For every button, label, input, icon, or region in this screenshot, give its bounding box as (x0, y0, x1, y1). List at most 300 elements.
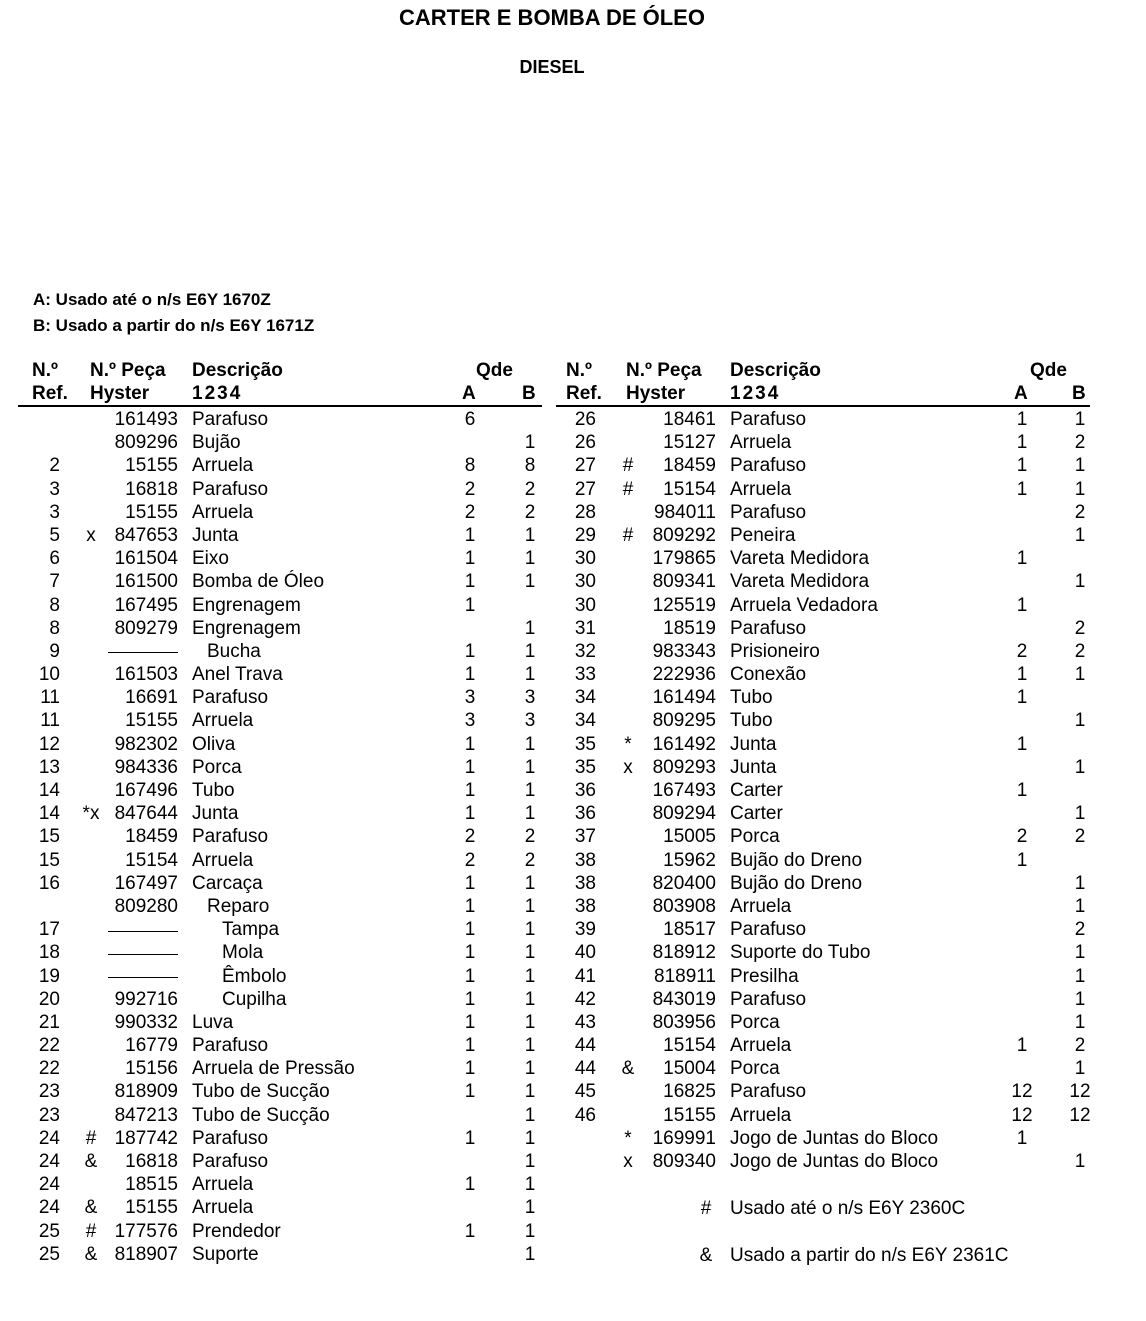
row-description: Presilha (730, 965, 799, 987)
row-part-number: 992716 (114, 988, 178, 1010)
table-row (18, 1057, 542, 1080)
row-qty-b: 1 (524, 1151, 536, 1172)
row-description: Junta (192, 803, 239, 825)
row-part-number: 990332 (114, 1011, 178, 1033)
row-ref: 44 (574, 1058, 596, 1080)
row-description: Luva (192, 1011, 234, 1033)
row-description: Carcaça (192, 872, 263, 894)
row-part-number: 809295 (652, 710, 716, 732)
row-ref: 30 (574, 594, 596, 616)
page-subtitle: DIESEL (519, 57, 585, 77)
row-qty-a: 1 (464, 1220, 476, 1242)
row-mark: * (624, 1127, 632, 1149)
footnote-text: Usado a partir do n/s E6Y 2361C (730, 1245, 1009, 1266)
row-mark: x (623, 1151, 633, 1172)
row-description: Bucha (207, 640, 261, 662)
row-description: Carter (730, 803, 783, 825)
header-rule (556, 405, 1090, 407)
row-ref: 32 (574, 640, 596, 662)
row-description: Junta (730, 756, 777, 778)
row-part-number (104, 941, 178, 964)
row-qty-a: 1 (464, 1174, 476, 1196)
table-row (18, 918, 542, 941)
table-row (556, 988, 1090, 1011)
part-placeholder-rule (108, 954, 178, 955)
row-part-number: 15127 (663, 432, 716, 454)
row-qty-b: 1 (524, 1081, 536, 1103)
row-qty-a: 1 (1016, 455, 1028, 477)
row-qty-a: 1 (464, 780, 476, 801)
table-row (556, 686, 1090, 709)
row-description: Vareta Medidora (730, 548, 870, 570)
row-description: Arruela (192, 501, 254, 523)
row-qty-a: 2 (464, 826, 476, 848)
table-row (556, 825, 1090, 848)
table-row (556, 547, 1090, 570)
row-qty-b: 1 (1074, 965, 1086, 987)
row-ref: 36 (574, 803, 596, 825)
row-qty-a: 1 (464, 942, 476, 964)
row-qty-a: 1 (1016, 1035, 1028, 1057)
row-mark: & (84, 1151, 98, 1172)
table-rows (556, 408, 1090, 1173)
row-description: Parafuso (192, 1151, 269, 1172)
row-description: Parafuso (192, 1035, 269, 1057)
row-qty-b: 1 (1074, 664, 1086, 686)
row-ref: 14 (38, 780, 60, 801)
row-part-number: 818909 (114, 1081, 178, 1103)
table-row (18, 1243, 542, 1266)
row-part-number: 167495 (114, 594, 178, 616)
row-ref: 17 (38, 919, 60, 941)
row-part-number: 167496 (114, 780, 178, 801)
row-part-number: 847213 (114, 1104, 178, 1126)
row-qty-a: 1 (464, 1011, 476, 1033)
parts-table-left (18, 360, 542, 1266)
table-row (18, 570, 542, 593)
table-row (18, 431, 542, 454)
row-part-number: 15154 (663, 1035, 716, 1057)
row-description: Cupilha (222, 988, 287, 1010)
row-qty-b: 1 (524, 640, 536, 662)
row-qty-a: 1 (464, 571, 476, 593)
row-mark: # (85, 1127, 97, 1149)
table-row (556, 524, 1090, 547)
header-part-line1: N.º Peça (90, 360, 166, 381)
row-qty-b: 1 (1074, 872, 1086, 894)
row-ref: 14 (38, 803, 60, 825)
row-description: Jogo de Juntas do Bloco (730, 1127, 939, 1149)
row-qty-b: 2 (524, 501, 536, 523)
row-qty-b: 2 (524, 826, 536, 848)
table-header (18, 360, 542, 408)
row-part-number: 809279 (114, 617, 178, 639)
footnote-symbol: # (700, 1198, 712, 1219)
row-qty-b: 12 (1069, 1104, 1091, 1126)
row-mark: & (621, 1058, 635, 1080)
row-description: Junta (730, 733, 777, 755)
table-rows (18, 408, 542, 1266)
row-mark: * (624, 733, 632, 755)
row-part-number: 15155 (125, 455, 178, 477)
row-description: Arruela (192, 1174, 254, 1196)
row-ref: 41 (574, 965, 596, 987)
table-row (556, 802, 1090, 825)
row-ref: 8 (49, 617, 60, 639)
row-mark: # (622, 524, 634, 546)
row-description: Tubo (730, 710, 773, 732)
row-ref: 42 (574, 988, 596, 1010)
table-row (18, 709, 542, 732)
table-row (18, 1220, 542, 1243)
row-description: Bomba de Óleo (192, 571, 325, 593)
row-ref: 16 (38, 872, 60, 894)
row-ref: 12 (38, 733, 60, 755)
table-row (556, 1011, 1090, 1034)
header-part-line1: N.º Peça (626, 360, 702, 381)
row-qty-a: 2 (1016, 640, 1028, 662)
row-part-number: 15005 (663, 826, 716, 848)
table-row (556, 1150, 1090, 1173)
row-qty-a: 8 (464, 455, 476, 477)
row-ref: 46 (574, 1104, 596, 1126)
table-row (18, 733, 542, 756)
row-ref: 35 (574, 756, 596, 778)
row-description: Arruela de Pressão (192, 1058, 355, 1080)
header-qty-a: A (462, 383, 476, 404)
row-qty-b: 1 (524, 548, 536, 570)
row-description: Bujão do Dreno (730, 872, 863, 894)
row-qty-b: 1 (524, 756, 536, 778)
row-qty-a: 2 (464, 849, 476, 871)
row-qty-a: 1 (464, 524, 476, 546)
row-qty-a: 1 (464, 1081, 476, 1103)
table-row (18, 1080, 542, 1103)
row-qty-a: 1 (1016, 849, 1028, 871)
row-qty-b: 1 (524, 1220, 536, 1242)
row-part-number: 18517 (663, 919, 716, 941)
row-qty-b: 1 (1074, 1058, 1086, 1080)
table-row (18, 640, 542, 663)
row-qty-b: 1 (1074, 524, 1086, 546)
header-desc-line1: Descrição (730, 360, 821, 381)
table-row (18, 1034, 542, 1057)
row-description: Parafuso (730, 919, 807, 941)
page-title: CARTER E BOMBA DE ÓLEO (399, 5, 705, 30)
row-qty-b: 1 (1074, 478, 1086, 500)
row-qty-b: 1 (1074, 756, 1086, 778)
row-ref: 23 (38, 1081, 60, 1103)
table-row (556, 570, 1090, 593)
row-qty-b: 2 (524, 478, 536, 500)
row-qty-a: 1 (464, 548, 476, 570)
row-ref: 38 (574, 895, 596, 917)
row-description: Arruela (192, 455, 254, 477)
row-description: Oliva (192, 733, 236, 755)
header-ref-line1: N.º (566, 360, 592, 381)
row-qty-b: 2 (1074, 501, 1086, 523)
row-qty-b: 1 (524, 988, 536, 1010)
row-part-number: 843019 (652, 988, 716, 1010)
row-description: Reparo (207, 895, 270, 917)
row-qty-b: 1 (1074, 1151, 1086, 1172)
row-part-number: 818907 (114, 1243, 178, 1265)
row-part-number: 161492 (652, 733, 716, 755)
row-description: Porca (192, 756, 242, 778)
row-qty-b: 1 (524, 733, 536, 755)
table-row (18, 454, 542, 477)
table-row (18, 779, 542, 802)
table-row (18, 872, 542, 895)
row-qty-a: 2 (464, 478, 476, 500)
row-description: Tampa (222, 919, 280, 941)
table-row (18, 617, 542, 640)
header-desc-line2: 1234 (730, 383, 781, 404)
row-part-number: 15155 (125, 710, 178, 732)
table-row (556, 941, 1090, 964)
row-ref: 25 (38, 1220, 60, 1242)
row-description: Tubo de Sucção (192, 1104, 330, 1126)
table-row (18, 988, 542, 1011)
row-description: Arruela (192, 849, 254, 871)
row-ref: 27 (574, 478, 596, 500)
row-description: Carter (730, 780, 783, 801)
table-row (556, 1104, 1090, 1127)
row-part-number: 15004 (663, 1058, 716, 1080)
row-description: Porca (730, 1011, 780, 1033)
row-qty-a: 1 (1016, 478, 1028, 500)
table-row (556, 849, 1090, 872)
row-part-number: 179865 (652, 548, 716, 570)
row-description: Suporte (192, 1243, 259, 1265)
header-rule (18, 405, 542, 407)
row-qty-a: 1 (464, 965, 476, 987)
row-description: Parafuso (730, 409, 807, 430)
table-row (18, 547, 542, 570)
row-ref: 28 (574, 501, 596, 523)
table-row (556, 895, 1090, 918)
header-ref-line1: N.º (32, 360, 58, 381)
row-description: Parafuso (192, 1127, 269, 1149)
row-part-number: 15154 (663, 478, 716, 500)
table-row (556, 1057, 1090, 1080)
row-description: Junta (192, 524, 239, 546)
row-part-number: 161504 (114, 548, 178, 570)
row-qty-a: 1 (1016, 780, 1028, 801)
row-ref: 38 (574, 872, 596, 894)
row-part-number: 167497 (114, 872, 178, 894)
row-qty-a: 6 (464, 409, 476, 430)
row-description: Arruela (730, 1035, 792, 1057)
row-description: Anel Trava (192, 664, 283, 686)
row-qty-a: 1 (464, 919, 476, 941)
row-ref: 9 (49, 640, 60, 662)
row-qty-b: 1 (1074, 710, 1086, 732)
table-row (18, 849, 542, 872)
row-ref: 29 (574, 524, 596, 546)
row-part-number: 18459 (663, 455, 716, 477)
row-ref: 6 (49, 548, 60, 570)
header-ref-line2: Ref. (32, 383, 68, 404)
row-part-number: 803956 (652, 1011, 716, 1033)
table-row (18, 686, 542, 709)
row-part-number: 818912 (652, 942, 716, 964)
row-ref: 2 (49, 455, 60, 477)
footnote-text: Usado até o n/s E6Y 2360C (730, 1198, 966, 1219)
row-qty-a: 1 (464, 664, 476, 686)
header-part-line2: Hyster (90, 383, 150, 404)
row-qty-b: 1 (524, 1174, 536, 1196)
row-description: Parafuso (192, 687, 269, 709)
row-qty-a: 3 (464, 687, 476, 709)
row-mark: # (85, 1220, 97, 1242)
row-ref: 24 (38, 1151, 60, 1172)
row-qty-b: 1 (524, 1197, 536, 1219)
table-row (556, 478, 1090, 501)
row-part-number: 16818 (125, 1151, 178, 1172)
row-qty-b: 1 (524, 1035, 536, 1057)
row-qty-b: 2 (1074, 1035, 1086, 1057)
row-ref: 35 (574, 733, 596, 755)
row-part-number: 15155 (125, 501, 178, 523)
row-part-number: 16825 (663, 1081, 716, 1103)
row-part-number: 18515 (125, 1174, 178, 1196)
row-qty-b: 1 (524, 919, 536, 941)
table-row (556, 1034, 1090, 1057)
row-qty-b: 1 (524, 432, 536, 454)
row-qty-b: 1 (1074, 455, 1086, 477)
row-qty-b: 1 (524, 780, 536, 801)
row-qty-a: 3 (464, 710, 476, 732)
row-ref: 7 (49, 571, 60, 593)
row-part-number: 15155 (663, 1104, 716, 1126)
table-row (556, 1080, 1090, 1103)
row-part-number: 809292 (652, 524, 716, 546)
row-description: Parafuso (730, 617, 807, 639)
table-row (18, 408, 542, 431)
row-description: Parafuso (192, 478, 269, 500)
row-qty-b: 1 (524, 524, 536, 546)
row-mark: *x (82, 803, 100, 825)
row-qty-b: 1 (524, 803, 536, 825)
table-row (18, 1196, 542, 1219)
row-qty-a: 1 (464, 895, 476, 917)
row-qty-b: 1 (524, 872, 536, 894)
row-part-number: 16818 (125, 478, 178, 500)
row-description: Jogo de Juntas do Bloco (730, 1151, 939, 1172)
row-description: Arruela (730, 895, 792, 917)
table-row (18, 895, 542, 918)
row-part-number: 16691 (125, 687, 178, 709)
row-description: Arruela (730, 432, 792, 454)
row-qty-b: 1 (524, 1104, 536, 1126)
table-row (556, 918, 1090, 941)
part-placeholder-rule (108, 931, 178, 932)
row-description: Parafuso (192, 409, 269, 430)
table-row (18, 1104, 542, 1127)
table-row (556, 617, 1090, 640)
row-ref: 39 (574, 919, 596, 941)
row-qty-a: 1 (464, 756, 476, 778)
row-qty-b: 1 (524, 965, 536, 987)
table-row (18, 663, 542, 686)
table-row (556, 640, 1090, 663)
row-ref: 45 (574, 1081, 596, 1103)
table-row (18, 965, 542, 988)
row-qty-b: 1 (1074, 1011, 1086, 1033)
row-part-number: 18459 (125, 826, 178, 848)
row-ref: 24 (38, 1127, 60, 1149)
row-ref: 10 (38, 664, 60, 686)
row-part-number: 18519 (663, 617, 716, 639)
row-description: Mola (222, 942, 264, 964)
row-part-number: 809280 (114, 895, 178, 917)
table-row (18, 756, 542, 779)
table-row (556, 779, 1090, 802)
row-part-number: 847644 (114, 803, 178, 825)
row-description: Engrenagem (192, 594, 301, 616)
table-row (556, 501, 1090, 524)
row-ref: 37 (574, 826, 596, 848)
row-qty-b: 2 (1074, 919, 1086, 941)
row-part-number: 984011 (654, 501, 716, 523)
row-ref: 44 (574, 1035, 596, 1057)
row-description: Peneira (730, 524, 796, 546)
row-qty-b: 1 (524, 1058, 536, 1080)
row-qty-b: 2 (524, 849, 536, 871)
row-description: Arruela (192, 1197, 254, 1219)
row-part-number: 161493 (114, 409, 178, 430)
row-part-number: 15962 (663, 849, 716, 871)
row-ref: 23 (38, 1104, 60, 1126)
row-ref: 38 (574, 849, 596, 871)
row-part-number: 984336 (114, 756, 178, 778)
table-row (18, 825, 542, 848)
row-ref: 24 (38, 1197, 60, 1219)
parts-table-right (556, 360, 1090, 1173)
row-part-number: 820400 (652, 872, 716, 894)
row-ref: 22 (38, 1035, 60, 1057)
table-row (18, 524, 542, 547)
row-ref: 15 (38, 849, 60, 871)
row-part-number: 15156 (125, 1058, 178, 1080)
row-ref: 30 (574, 548, 596, 570)
row-part-number: 169991 (652, 1127, 716, 1149)
row-ref: 34 (574, 687, 596, 709)
row-part-number: 809341 (652, 571, 716, 593)
header-part-line2: Hyster (626, 383, 686, 404)
row-mark: x (86, 524, 96, 546)
row-description: Parafuso (192, 826, 269, 848)
row-qty-b: 1 (524, 1011, 536, 1033)
row-qty-b: 1 (1074, 803, 1086, 825)
row-mark: # (622, 455, 634, 477)
row-description: Tubo (192, 780, 235, 801)
row-description: Porca (730, 1058, 780, 1080)
row-qty-a: 1 (1016, 733, 1028, 755)
row-part-number: 187742 (114, 1127, 178, 1149)
header-desc-line1: Descrição (192, 360, 283, 381)
row-ref: 34 (574, 710, 596, 732)
row-description: Tubo de Sucção (192, 1081, 330, 1103)
row-qty-a: 1 (1016, 548, 1028, 570)
row-description: Parafuso (730, 501, 807, 523)
row-qty-a: 1 (1016, 432, 1028, 454)
table-row (556, 408, 1090, 431)
row-description: Êmbolo (222, 965, 287, 987)
row-part-number (104, 965, 178, 988)
row-qty-a: 1 (1016, 594, 1028, 616)
